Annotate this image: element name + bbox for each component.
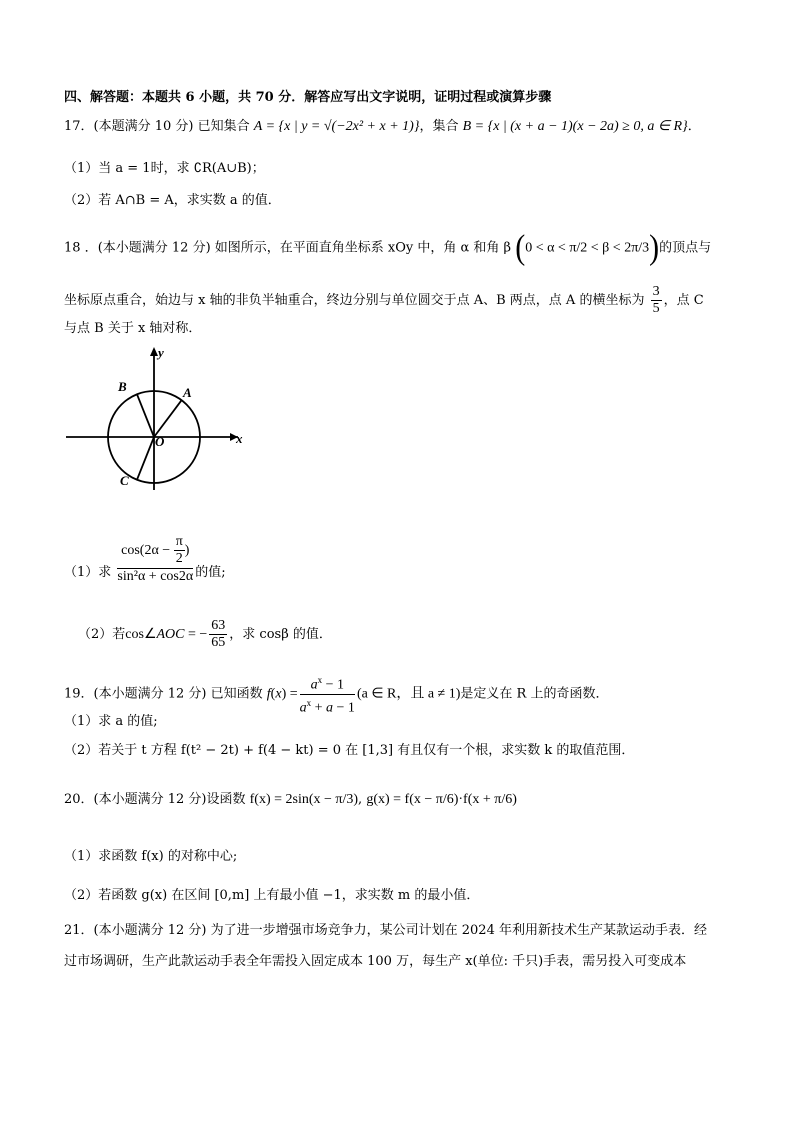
q18-condition: 0 < α < π/2 < β < 2π/3 [525,240,650,256]
q18-part2-fraction: $\frac{63}{65}$ [211,618,226,650]
q18-number: 18 ． [64,240,98,256]
q20-part2: （2）若函数 g(x) 在区间 [0,m] 上有最小值 −1，求实数 m 的最小值． [64,888,480,903]
q17-intro: (本题满分 10 分) 已知集合 [93,119,250,134]
q20-intro: (本小题满分 12 分)设函数 [93,792,246,807]
q18-part2-pre: （2）若 [78,627,126,642]
q18-stem [64,228,744,267]
fraction-denominator: 5 [652,301,660,316]
q19-part2: （2）若关于 t 方程 f(t² − 2t) + f(4 − kt) = 0 在 [1,3] 有且仅有一个根，求实数 k 的取值范围． [64,743,635,758]
q19-intro: (本小题满分 12 分) 已知函数 [93,686,263,702]
q18-line3: 与点 B 关于 x 轴对称． [64,321,202,336]
q17-part2: （2）若 A∩B = A，求实数 a 的值． [64,193,281,208]
label-o: O [155,434,165,449]
unit-circle-figure [62,343,252,493]
q18-part2: （2）若cos∠AOC = − $\frac{63}{65}$ ，求 cosβ 的值． [78,618,332,650]
q20-number: 20． [64,792,94,807]
q19-stem: 19．(本小题满分 12 分) 已知函数 f(x) = $\frac{a^x - 1}{a^x + a - 1}$ (a ∈ R，且 a ≠ 1)是定义在 R 上的奇函数． [64,672,744,716]
terminal-side-a [154,400,182,437]
q17-number: 17． [64,119,94,134]
q21-text: (本小题满分 12 分) 为了进一步增强市场竞争力，某公司计划在 2024 年利用新技术生产某款运动手表．经 [93,923,707,938]
q18-part2-post: ，求 cosβ 的值． [229,627,332,642]
q21-line2: 过市场调研，生产此款运动手表全年需投入固定成本 100 万，每生产 x(单位: 千只)手表，需另投入可变成本 [64,954,687,969]
q20-f: f(x) = 2sin(x − π/3) [249,792,359,807]
q21-number: 21． [64,923,94,938]
q20-stem: 20．(本小题满分 12 分)设函数 f(x) = 2sin(x − π/3), g(x) = f(x − π/6)·f(x + π/6) [64,792,517,807]
q19-part1: （1）求 a 的值; [64,714,158,729]
q17-set-b: B = {x | (x + a − 1)(x − 2a) ≥ 0, a ∈ R} [462,119,688,134]
q18-tail: 的顶点与 [659,240,712,256]
q19-fraction: $\frac{a^x - 1}{a^x + a - 1}$ [300,672,355,716]
q17-mid: ，集合 [419,119,459,134]
label-b: B [118,379,127,394]
section-heading: 四、解答题：本题共 6 小题，共 70 分．解答应写出文字说明，证明过程或演算步骤 [64,90,552,105]
q18-line2-tail: ，点 C [663,293,704,308]
q18-part1 [64,534,744,585]
left-paren: ( [515,228,526,267]
q18-part1-pre: （1）求 [64,565,112,580]
label-y: y [158,345,164,360]
q19-condition: (a ∈ R，且 a ≠ 1) [356,686,461,702]
right-paren: ) [649,228,660,267]
label-a: A [183,385,192,400]
q20-part1: （1）求函数 f(x) 的对称中心; [64,849,238,864]
ray-oc [137,437,154,480]
q17-stem [64,118,744,136]
label-c: C [120,473,129,488]
q18-part1-fraction [117,534,193,585]
terminal-side-b [137,394,154,437]
label-x: x [236,431,243,446]
fraction-numerator: cos(2α − $\frac{\pi}{2}$ ) [117,534,193,569]
fraction-denominator: sin²α + cos2α [117,569,194,584]
q18-line2 [64,284,744,317]
q21-line1 [64,922,744,940]
q18-part1-post: 的值; [195,565,226,580]
q17-end: ． [687,119,701,134]
q18-line2-text: 坐标原点重合，始边与 x 轴的非负半轴重合，终边分别与单位圆交于点 A、B 两点，点 A 的横坐标为 [64,293,645,308]
q19-number: 19． [64,686,94,702]
q19-tail: 是定义在 R 上的奇函数． [460,686,609,702]
q18-fraction [651,284,662,317]
q20-g: g(x) = f(x − π/6)·f(x + π/6) [366,792,517,807]
q18-intro: (本小题满分 12 分) 如图所示，在平面直角坐标系 xOy 中，角 α 和角 β [97,240,512,256]
q17-set-a: A = {x | y = √(−2x² + x + 1)} [253,119,420,134]
fraction-numerator: 3 [652,284,660,299]
q17-part1: （1）当 a = 1时，求 ∁R(A∪B)； [64,161,265,176]
y-axis-arrow-icon [150,347,158,356]
